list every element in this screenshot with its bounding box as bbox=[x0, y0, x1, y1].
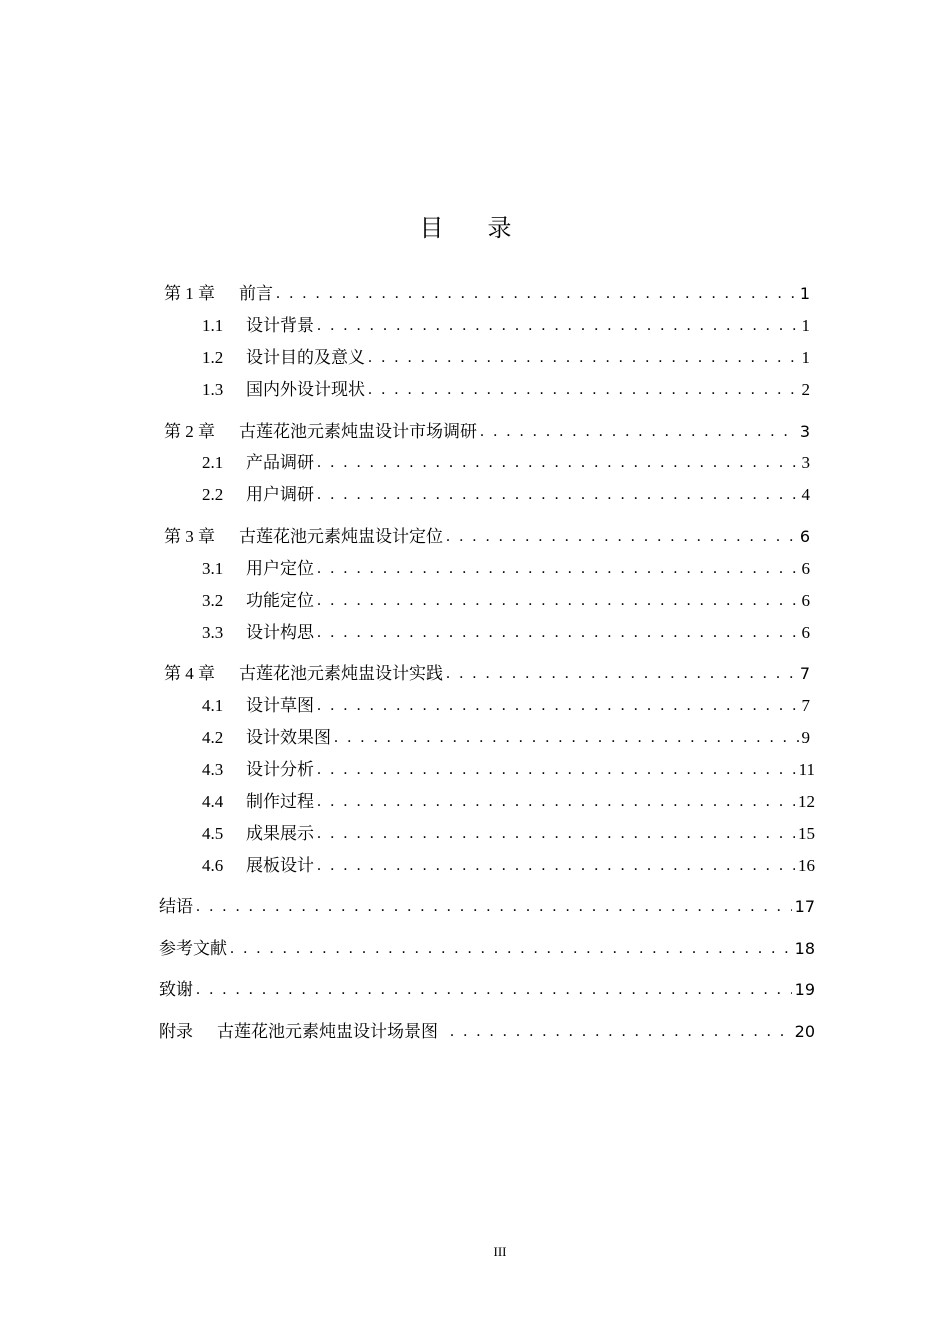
dot-leader bbox=[317, 484, 799, 506]
dot-leader bbox=[480, 421, 797, 443]
entry-page-number: 18 bbox=[794, 939, 815, 958]
dot-leader bbox=[276, 283, 797, 305]
entry-number: 1.2 bbox=[202, 348, 224, 367]
entry-title: 展板设计 bbox=[246, 856, 314, 876]
entry-number: 附录 bbox=[159, 1022, 193, 1041]
entry-page-number: 6 bbox=[801, 559, 810, 578]
toc-entry-section-3-3[interactable] bbox=[202, 620, 810, 644]
toc-entry-conclusion[interactable] bbox=[159, 894, 815, 918]
entry-number: 第 2 章 bbox=[164, 422, 215, 441]
dot-leader bbox=[317, 558, 799, 580]
entry-page-number: 20 bbox=[794, 1022, 815, 1041]
entry-page-number: 16 bbox=[798, 856, 815, 875]
entry-title: 古莲花池元素炖盅设计市场调研 bbox=[239, 422, 477, 442]
toc-entry-section-1-3[interactable] bbox=[202, 377, 810, 401]
entry-number: 1.3 bbox=[202, 380, 224, 399]
toc-entry-chapter-3[interactable] bbox=[164, 524, 810, 548]
entry-title: 设计效果图 bbox=[246, 728, 331, 748]
dot-leader bbox=[196, 979, 792, 1001]
dot-leader bbox=[317, 759, 796, 781]
dot-leader bbox=[446, 663, 797, 685]
entry-page-number: 1 bbox=[801, 316, 810, 335]
entry-page-number: 1 bbox=[801, 348, 810, 367]
toc-entry-section-1-2[interactable] bbox=[202, 345, 810, 369]
entry-title: 结语 bbox=[159, 897, 193, 917]
entry-title: 产品调研 bbox=[246, 453, 314, 473]
dot-leader bbox=[317, 590, 799, 612]
entry-page-number: 19 bbox=[794, 980, 815, 999]
toc-entry-section-3-2[interactable] bbox=[202, 588, 810, 612]
entry-number: 4.2 bbox=[202, 728, 224, 747]
page-number: III bbox=[493, 1244, 507, 1259]
entry-page-number: 17 bbox=[794, 897, 815, 916]
entry-page-number: 6 bbox=[801, 591, 810, 610]
entry-title: 古莲花池元素炖盅设计实践 bbox=[239, 664, 443, 684]
toc-entry-chapter-4[interactable] bbox=[164, 661, 810, 685]
entry-page-number: 6 bbox=[799, 527, 810, 546]
toc-entry-chapter-1[interactable] bbox=[164, 281, 810, 305]
entry-title: 前言 bbox=[239, 284, 273, 304]
entry-title: 古莲花池元素炖盅设计场景图 bbox=[217, 1022, 438, 1042]
entry-number: 4.3 bbox=[202, 760, 224, 779]
entry-page-number: 7 bbox=[801, 696, 810, 715]
entry-page-number: 4 bbox=[801, 485, 810, 504]
entry-title: 国内外设计现状 bbox=[246, 380, 365, 400]
dot-leader bbox=[317, 695, 799, 717]
toc-entry-section-2-1[interactable] bbox=[202, 450, 810, 474]
entry-title: 设计背景 bbox=[246, 316, 314, 336]
dot-leader bbox=[368, 347, 799, 369]
entry-title: 用户定位 bbox=[246, 559, 314, 579]
dot-leader bbox=[317, 622, 799, 644]
entry-number: 第 1 章 bbox=[164, 284, 215, 303]
entry-title: 设计构思 bbox=[246, 623, 314, 643]
entry-number: 4.4 bbox=[202, 792, 224, 811]
toc-entry-section-4-2[interactable] bbox=[202, 725, 810, 749]
entry-number: 4.5 bbox=[202, 824, 224, 843]
toc-entry-section-3-1[interactable] bbox=[202, 556, 810, 580]
entry-number: 1.1 bbox=[202, 316, 224, 335]
entry-page-number: 2 bbox=[801, 380, 810, 399]
toc-entry-appendix[interactable] bbox=[159, 1019, 815, 1043]
entry-number: 第 3 章 bbox=[164, 527, 215, 546]
entry-page-number: 11 bbox=[798, 760, 815, 779]
entry-title: 致谢 bbox=[159, 980, 193, 1000]
entry-page-number: 3 bbox=[801, 453, 810, 472]
entry-number: 3.3 bbox=[202, 623, 224, 642]
entry-page-number: 7 bbox=[799, 664, 810, 683]
entry-title: 用户调研 bbox=[246, 485, 314, 505]
toc-entry-references[interactable] bbox=[159, 936, 815, 960]
entry-number: 2.2 bbox=[202, 485, 224, 504]
entry-page-number: 12 bbox=[798, 792, 815, 811]
dot-leader bbox=[317, 855, 795, 877]
toc-entry-section-2-2[interactable] bbox=[202, 482, 810, 506]
toc-entry-section-4-1[interactable] bbox=[202, 693, 810, 717]
entry-number: 3.2 bbox=[202, 591, 224, 610]
entry-page-number: 6 bbox=[801, 623, 810, 642]
entry-page-number: 3 bbox=[799, 422, 810, 441]
entry-title: 古莲花池元素炖盅设计定位 bbox=[239, 527, 443, 547]
entry-number: 第 4 章 bbox=[164, 664, 215, 683]
dot-leader bbox=[317, 823, 795, 845]
dot-leader bbox=[317, 452, 799, 474]
entry-title: 设计草图 bbox=[246, 696, 314, 716]
toc-entry-section-1-1[interactable] bbox=[202, 313, 810, 337]
toc-entry-section-4-4[interactable] bbox=[202, 789, 815, 813]
entry-page-number: 1 bbox=[799, 284, 810, 303]
dot-leader bbox=[446, 526, 797, 548]
entry-page-number: 9 bbox=[801, 728, 810, 747]
dot-leader bbox=[317, 791, 795, 813]
entry-number: 3.1 bbox=[202, 559, 224, 578]
toc-entry-section-4-6[interactable] bbox=[202, 853, 815, 877]
entry-page-number: 15 bbox=[798, 824, 815, 843]
dot-leader bbox=[196, 896, 792, 918]
toc-title: 目录 bbox=[419, 214, 556, 242]
toc-entry-section-4-3[interactable] bbox=[202, 757, 815, 781]
entry-title: 参考文献 bbox=[159, 939, 227, 959]
dot-leader bbox=[334, 727, 799, 749]
entry-title: 制作过程 bbox=[246, 792, 314, 812]
toc-entry-acknowledgements[interactable] bbox=[159, 977, 815, 1001]
entry-number: 4.1 bbox=[202, 696, 224, 715]
dot-leader bbox=[450, 1021, 792, 1043]
entry-title: 功能定位 bbox=[246, 591, 314, 611]
entry-title: 设计分析 bbox=[246, 760, 314, 780]
dot-leader bbox=[230, 938, 792, 960]
entry-title: 设计目的及意义 bbox=[246, 348, 365, 368]
dot-leader bbox=[317, 315, 799, 337]
toc-entry-chapter-2[interactable] bbox=[164, 419, 810, 443]
entry-number: 2.1 bbox=[202, 453, 224, 472]
entry-number: 4.6 bbox=[202, 856, 224, 875]
dot-leader bbox=[368, 379, 799, 401]
toc-entry-section-4-5[interactable] bbox=[202, 821, 815, 845]
entry-title: 成果展示 bbox=[246, 824, 314, 844]
